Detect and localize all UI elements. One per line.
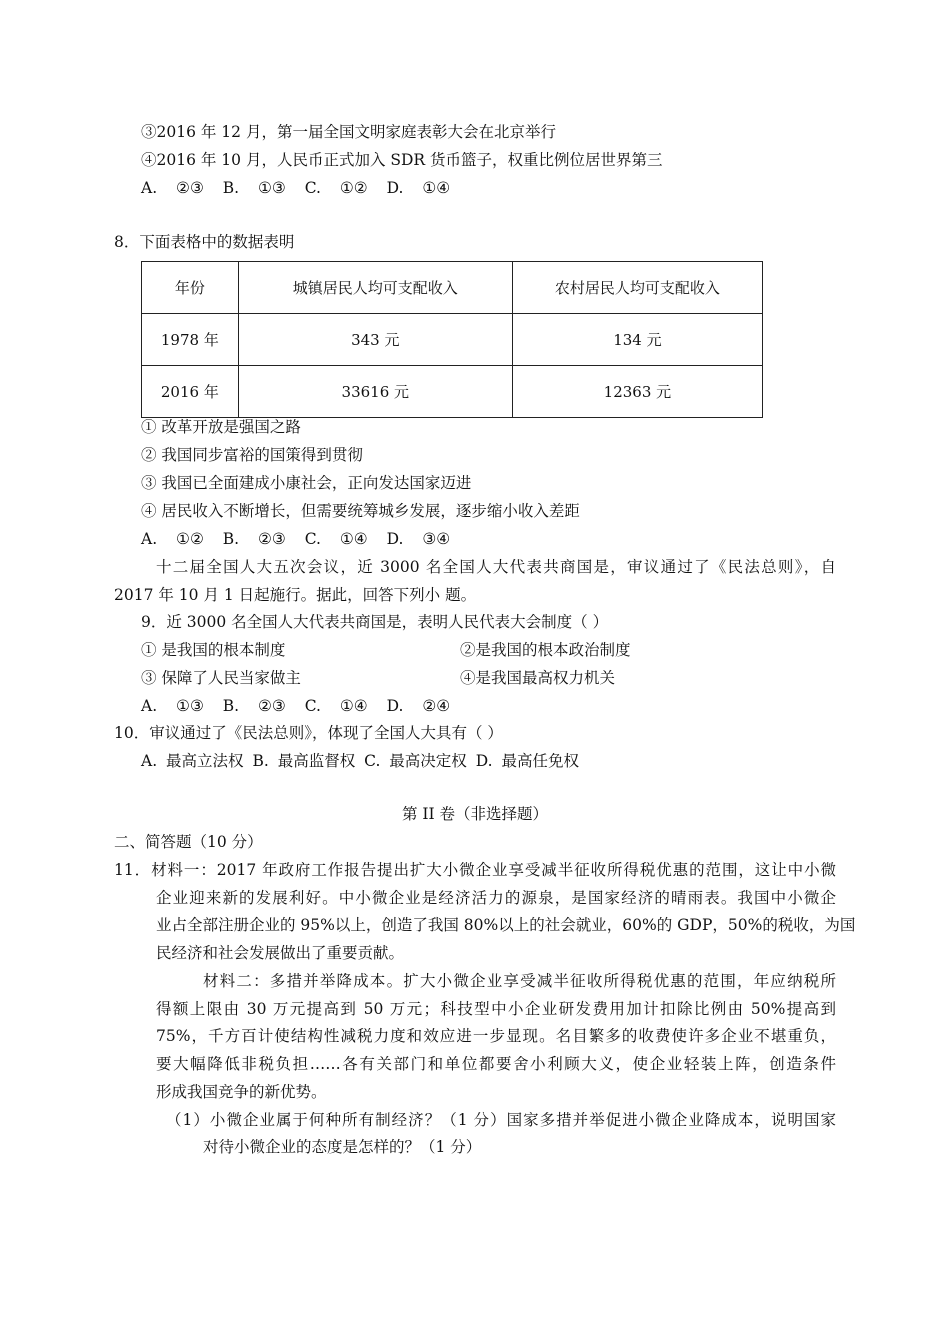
table-cell: 343 元 — [238, 314, 512, 366]
table-cell: 2016 年 — [142, 366, 239, 418]
q11-material1-line-2: 企业迎来新的发展利好。中小微企业是经济活力的源泉，是国家经济的晴雨表。我国中小微企 — [156, 889, 836, 907]
q9-stem: 9．近 3000 名全国人大代表共商国是，表明人民代表大会制度（ ） — [141, 613, 609, 631]
q9-item-4: ④是我国最高权力机关 — [460, 669, 616, 687]
q9-options: A. ①③ B. ②③ C. ①④ D. ②④ — [141, 697, 451, 715]
q8-item-2: ② 我国同步富裕的国策得到贯彻 — [141, 446, 363, 464]
passage-line-1: 十二届全国人大五次会议，近 3000 名全国人大代表共商国是，审议通过了《民法总则》，自 — [156, 558, 836, 576]
passage-line-2: 2017 年 10 月 1 日起施行。据此，回答下列小 题。 — [114, 586, 477, 604]
section-title: 二、简答题（10 分） — [114, 833, 263, 851]
q9-item-3: ③ 保障了人民当家做主 — [141, 669, 301, 687]
table-header-row — [142, 262, 763, 314]
table-row — [142, 314, 763, 366]
part2-title: 第 II 卷（非选择题） — [401, 805, 549, 823]
q11-material2-line-4: 要大幅降低非税负担……各有关部门和单位都要舍小利顾大义，使企业轻装上阵，创造条件 — [156, 1055, 836, 1073]
q8-item-1: ① 改革开放是强国之路 — [141, 418, 301, 436]
q11-material2-line-3: 75%，千方百计使结构性减税力度和效应进一步显现。名目繁多的收费使许多企业不堪重负， — [156, 1027, 836, 1045]
table-cell: 1978 年 — [142, 314, 239, 366]
q10-stem: 10．审议通过了《民法总则》，体现了全国人大具有（ ） — [114, 724, 503, 742]
q8-item-3: ③ 我国已全面建成小康社会，正向发达国家迈进 — [141, 474, 472, 492]
table-cell: 12363 元 — [512, 366, 762, 418]
q11-material1-line-4: 民经济和社会发展做出了重要贡献。 — [156, 944, 405, 962]
table-cell: 134 元 — [512, 314, 762, 366]
table-row — [142, 366, 763, 418]
table-header-year: 年份 — [142, 262, 239, 314]
q9-item-1: ① 是我国的根本制度 — [141, 641, 286, 659]
q11-material1-line-3: 业占全部注册企业的 95%以上，创造了我国 80%以上的社会就业，60%的 GDP，50%的税收，为国 — [156, 916, 856, 934]
q7-item-3: ③2016 年 12 月，第一届全国文明家庭表彰大会在北京举行 — [141, 123, 556, 141]
q11-material2-line-2: 得额上限由 30 万元提高到 50 万元；科技型中小企业研发费用加计扣除比例由 50%提高到 — [156, 1000, 836, 1018]
q11-sub1-line-2: 对待小微企业的态度是怎样的？（1 分） — [203, 1138, 482, 1156]
q10-options: A. 最高立法权 B. 最高监督权 C. 最高决定权 D. 最高任免权 — [141, 752, 579, 770]
q9-item-2: ②是我国的根本政治制度 — [460, 641, 631, 659]
table-cell: 33616 元 — [238, 366, 512, 418]
table-header-rural: 农村居民人均可支配收入 — [512, 262, 762, 314]
table-header-urban: 城镇居民人均可支配收入 — [238, 262, 512, 314]
q8-item-4: ④ 居民收入不断增长，但需要统筹城乡发展，逐步缩小收入差距 — [141, 502, 580, 520]
q11-material2-line-1: 材料二：多措并举降成本。扩大小微企业享受减半征收所得税优惠的范围，年应纳税所 — [203, 972, 836, 990]
income-table — [141, 261, 763, 418]
q7-options: A. ②③ B. ①③ C. ①② D. ①④ — [141, 179, 451, 197]
q11-sub1-line-1: （1）小微企业属于何种所有制经济？（1 分）国家多措并举促进小微企业降成本，说明国家 — [166, 1111, 836, 1129]
q11-material1-line-1: 11．材料一：2017 年政府工作报告提出扩大小微企业享受减半征收所得税优惠的范围，这让中小微 — [114, 861, 836, 879]
q7-item-4: ④2016 年 10 月，人民币正式加入 SDR 货币篮子，权重比例位居世界第三 — [141, 151, 663, 169]
q11-material2-line-5: 形成我国竞争的新优势。 — [156, 1083, 327, 1101]
q8-options: A. ①② B. ②③ C. ①④ D. ③④ — [141, 530, 451, 548]
q8-stem: 8．下面表格中的数据表明 — [114, 233, 295, 251]
